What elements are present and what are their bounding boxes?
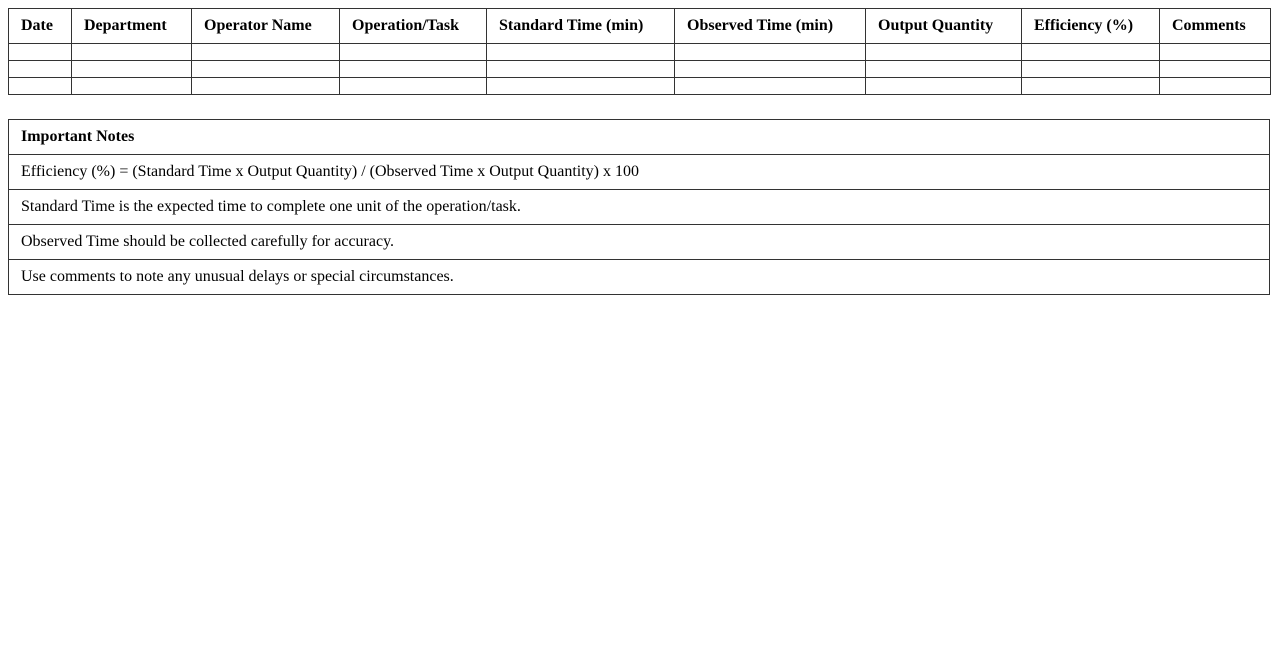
date-cell[interactable]: [9, 44, 72, 61]
header-date: Date: [9, 9, 72, 44]
header-operation-task: Operation/Task: [340, 9, 487, 44]
standard-time-cell[interactable]: [487, 61, 675, 78]
notes-header-row: [9, 120, 1270, 155]
comments-cell[interactable]: [1160, 44, 1271, 61]
header-observed-time: Observed Time (min): [675, 9, 866, 44]
table-row: [9, 44, 1271, 61]
header-department: Department: [72, 9, 192, 44]
efficiency-cell[interactable]: [1022, 78, 1160, 95]
output-quantity-cell[interactable]: [866, 44, 1022, 61]
header-row: [9, 9, 1271, 44]
standard-time-cell[interactable]: [487, 78, 675, 95]
note-observed-time: Observed Time should be collected carefully for accuracy.: [9, 225, 1270, 260]
header-standard-time: Standard Time (min): [487, 9, 675, 44]
department-cell[interactable]: [72, 61, 192, 78]
efficiency-log-table: [8, 8, 1271, 95]
output-quantity-cell[interactable]: [866, 78, 1022, 95]
standard-time-cell[interactable]: [487, 44, 675, 61]
header-output-quantity: Output Quantity: [866, 9, 1022, 44]
date-cell[interactable]: [9, 61, 72, 78]
note-row: [9, 225, 1270, 260]
operation-task-cell[interactable]: [340, 78, 487, 95]
note-row: [9, 190, 1270, 225]
date-cell[interactable]: [9, 78, 72, 95]
output-quantity-cell[interactable]: [866, 61, 1022, 78]
operation-task-cell[interactable]: [340, 44, 487, 61]
note-row: [9, 155, 1270, 190]
observed-time-cell[interactable]: [675, 78, 866, 95]
header-comments: Comments: [1160, 9, 1271, 44]
observed-time-cell[interactable]: [675, 61, 866, 78]
table-row: [9, 61, 1271, 78]
comments-cell[interactable]: [1160, 61, 1271, 78]
important-notes-table: [8, 119, 1270, 295]
note-row: [9, 260, 1270, 295]
department-cell[interactable]: [72, 78, 192, 95]
operator-name-cell[interactable]: [192, 44, 340, 61]
table-row: [9, 78, 1271, 95]
operator-name-cell[interactable]: [192, 78, 340, 95]
note-efficiency-formula: Efficiency (%) = (Standard Time x Output Quantity) / (Observed Time x Output Quantity) x 100: [9, 155, 1270, 190]
efficiency-cell[interactable]: [1022, 61, 1160, 78]
header-operator-name: Operator Name: [192, 9, 340, 44]
note-comments: Use comments to note any unusual delays or special circumstances.: [9, 260, 1270, 295]
department-cell[interactable]: [72, 44, 192, 61]
comments-cell[interactable]: [1160, 78, 1271, 95]
notes-title: Important Notes: [9, 120, 1270, 155]
note-standard-time: Standard Time is the expected time to complete one unit of the operation/task.: [9, 190, 1270, 225]
operator-name-cell[interactable]: [192, 61, 340, 78]
observed-time-cell[interactable]: [675, 44, 866, 61]
header-efficiency: Efficiency (%): [1022, 9, 1160, 44]
operation-task-cell[interactable]: [340, 61, 487, 78]
efficiency-cell[interactable]: [1022, 44, 1160, 61]
